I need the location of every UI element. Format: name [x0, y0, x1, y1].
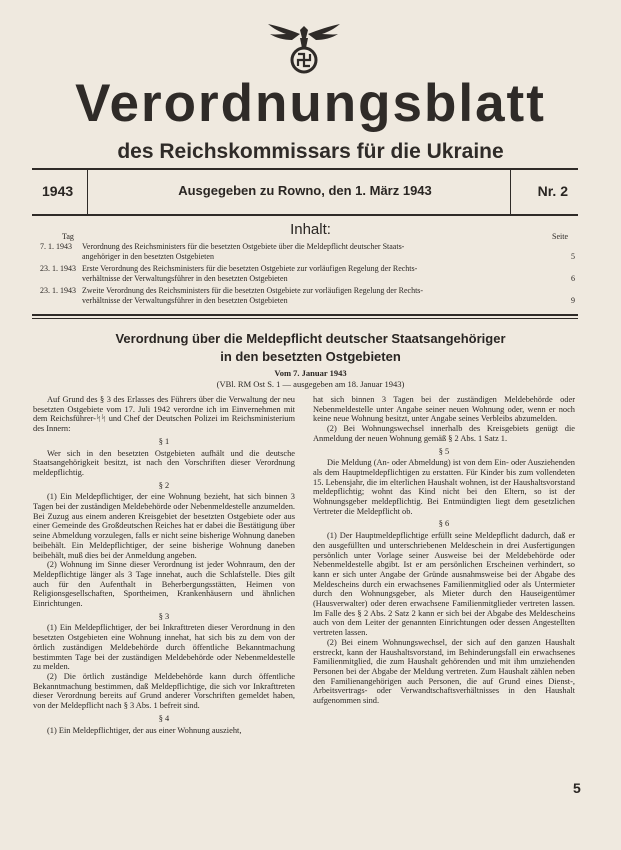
section-mark: § 4 — [158, 713, 170, 723]
toc-text: Zweite Verordnung des Reichsministers für die besetzten Ostgebiete zur vorläufigen Regelung der Rechts- verhältnisse der Verwaltungsführer in den besetzten Ostgebieten — [82, 286, 424, 305]
toc-title: Inhalt: — [290, 221, 331, 238]
section-mark: § 3 — [158, 611, 170, 621]
paragraph: (1) Ein Meldepflichtiger, der bei Inkrafttreten dieser Verordnung in den besetzten Ostgebieten eine Wohnung innehat, hat sich bis zu dem von der örtlich zuständigen Meldebehörde durch öffentliche Bekanntmachung bestimmten Tage bei der zuständigen Meldebehörde oder Nebenmeldestelle zu melden. — [33, 623, 295, 672]
paragraph: Auf Grund des § 3 des Erlasses des Führers über die Verwaltung der neu besetzten Ostgebiete vom 17. Juli 1942 verordne ich im Einvernehmen mit dem Reichsführer-ᛋᛋ und Chef der Deutschen Polizei im Reichsministerium des Innern: — [33, 395, 295, 434]
section-mark: § 5 — [438, 446, 450, 456]
toc-page: 6 — [571, 274, 575, 283]
toc-page-label: Seite — [552, 232, 568, 241]
issue-year: 1943 — [42, 183, 74, 199]
paragraph: (1) Ein Meldepflichtiger, der eine Wohnung bezieht, hat sich binnen 3 Tagen bei der zuständigen Meldebehörde oder Nebenmeldestelle anzumelden. Bei Zuzug aus einem anderen Kreisgebiet der besetzten Ostgebiete oder aus einer Gemeinde des Großdeutschen Reiches hat er dabei die Bestätigung über seine Abmeldung vorzulegen, falls er nicht seine bisherige Wohnung daneben beibehält. Ein Meldepflichtiger, der seine bisherige Wohnung daneben beibehält, muß dies bei der Anmeldung angeben. — [33, 492, 295, 560]
toc-page: 5 — [571, 252, 575, 261]
toc-page: 9 — [571, 296, 575, 305]
toc-date: 23. 1. 1943 — [40, 286, 76, 295]
section-mark: § 6 — [438, 519, 450, 529]
paragraph: (2) Die örtlich zuständige Meldebehörde kann durch öffentliche Bekanntmachung bestimmen, daß Meldepflichtige, die sich vor Inkrafttreten dieser Verordnung bereits auf Grund anderer Vorschriften gemeldet haben, von der Meldepflicht nach § 3 Abs. 1 befreit sind. — [33, 671, 295, 711]
section-mark: § 1 — [158, 436, 170, 446]
divider — [32, 314, 578, 316]
divider — [32, 318, 578, 319]
toc-text: Erste Verordnung des Reichsministers für die besetzten Ostgebiete zur vorläufigen Regelung der Rechts- verhältnisse der Verwaltungsführer in den besetzten Ostgebieten — [82, 264, 418, 283]
section-mark: § 2 — [158, 480, 170, 490]
eagle-emblem-icon — [266, 20, 342, 76]
toc-day-label: Tag — [62, 232, 74, 241]
paragraph: (2) Wohnung im Sinne dieser Verordnung ist jeder Wohnraum, den der Meldepflichtige länger als 3 Tage innehat, auch die Schlafstelle. Dies gilt auch für den Aufenthalt in Beherbergungsstätten, Heimen von Religionsgesellschaften, Sportheimen, Krankenhäusern und ähnlichen Einrichtungen. — [33, 560, 295, 609]
article-source: (VBl. RM Ost S. 1 — ausgegeben am 18. Januar 1943) — [216, 379, 405, 389]
page-number: 5 — [573, 780, 581, 796]
toc-text: Verordnung des Reichsministers für die besetzten Ostgebiete über die Meldepflicht deutscher Staats- angehöriger in den besetzten Ostgebieten — [82, 242, 405, 261]
issue-date: Ausgegeben zu Rowno, den 1. März 1943 — [178, 183, 432, 198]
issue-bar — [32, 168, 578, 216]
text-column-left — [33, 395, 295, 735]
article-title: Verordnung über die Meldepflicht deutscher Staatsangehöriger — [115, 331, 506, 346]
toc-date: 7. 1. 1943 — [40, 242, 72, 251]
paragraph: hat sich binnen 3 Tagen bei der zuständigen Meldebehörde oder Nebenmeldestelle unter Angabe seiner neuen Wohnung oder, wenn er noch keine neue Wohnung besitzt, unter Angabe seines Verbleibs abzumelden. — [313, 395, 575, 424]
paragraph: (2) Bei einem Wohnungswechsel, der sich auf den ganzen Haushalt erstreckt, kann der Haushaltsvorstand, im Behinderungsfall ein erwachsenes Familienmitglied, die zum Haushalt gehörenden und mit ihm umziehenden Personen bei der Abgabe der Meldung vertreten. Zum Haushalt zählen neben den Familienangehörigen auch Personen, die auf Grund eines Dienst-, Arbeitsvertrags- oder Verwandtschaftsverhältnisses in den Haushalt aufgenommen sind. — [313, 637, 575, 706]
paragraph: (1) Der Hauptmeldepflichtige erfüllt seine Meldepflicht dadurch, daß er den ausgefüllten und unterschriebenen Meldeschein in drei Ausfertigungen persönlich unter Vorlage seiner Ausweise bei der Meldebehörde oder Nebenmeldestelle abgibt. Ist er am persönlichen Erscheinen verhindert, so kann er sich unter Angabe der Gründe ausnahmsweise bei der Abgabe des Meldescheins durch ein erwachsenes Familienmitglied oder als Untermieter durch den Wohnungsgeber, als Mieter durch den Hauseigentümer (Hausverwalter) oder deren erwachsene Familienmitglieder vertreten lassen. Im Falle des § 2 Abs. 2 Satz 2 kann er sich bei der Abgabe des Meldescheins auch von dem Leiter der genannten Einrichtungen oder dessen Angestellten vertreten lassen. — [313, 531, 575, 638]
masthead-title: Verordnungsblatt — [75, 74, 546, 133]
article-title-2: in den besetzten Ostgebieten — [220, 349, 401, 364]
paragraph: Wer sich in den besetzten Ostgebieten aufhält und die deutsche Staatsangehörigkeit besitzt, ist nach den Vorschriften dieser Verordnung meldepflichtig. — [33, 448, 295, 477]
issue-number: Nr. 2 — [537, 183, 568, 199]
article-date: Vom 7. Januar 1943 — [274, 368, 347, 378]
masthead-subtitle: des Reichskommissars für die Ukraine — [117, 140, 504, 163]
paragraph: Die Meldung (An- oder Abmeldung) ist von dem Ein- oder Ausziehenden als dem Hauptmeldepflichtigen zu erstatten. Für Kinder bis zum vollendeten 15. Lebensjahr, die im elterlichen Haushalt wohnen, ist der Haushaltsvorstand meldepflichtig; wohnt das Kind nicht bei den Eltern, so ist der Wohnungsgeber meldepflichtig. Bei Entmündigten liegt dem gesetzlichen Vertreter die Meldepflicht ob. — [313, 458, 575, 516]
text-column-right — [313, 395, 575, 706]
paragraph: (1) Ein Meldepflichtiger, der aus einer Wohnung auszieht, — [47, 725, 242, 735]
toc-date: 23. 1. 1943 — [40, 264, 76, 273]
paragraph: (2) Bei Wohnungswechsel innerhalb des Kreisgebiets genügt die Anmeldung der neuen Wohnung gemäß § 2 Abs. 1 Satz 1. — [313, 424, 575, 443]
